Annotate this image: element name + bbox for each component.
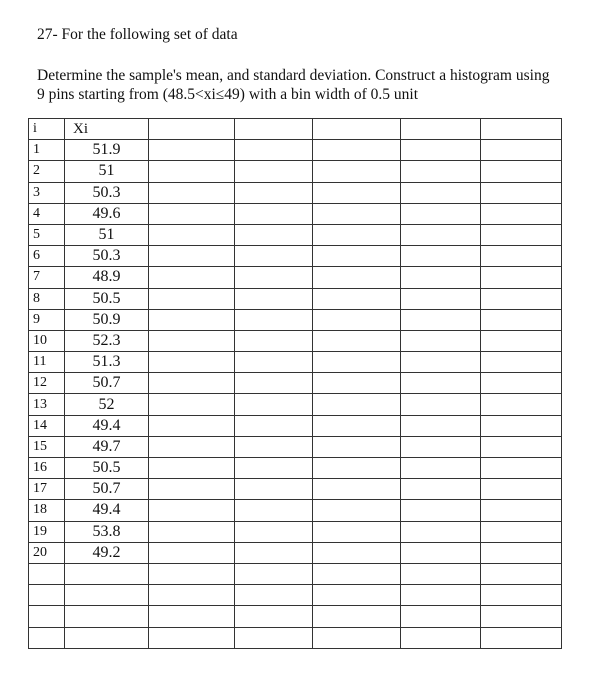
empty-cell [481,119,562,140]
empty-cell [235,182,313,203]
row-index: 6 [29,246,65,267]
row-value: 51.3 [65,352,149,373]
instructions-line-2: 9 pins starting from (48.5<xi≤49) with a bin width of 0.5 unit [37,86,419,103]
row-index: 11 [29,352,65,373]
empty-cell [313,627,401,648]
empty-cell [149,140,235,161]
table-row [29,458,562,479]
table-row [29,521,562,542]
row-index: 19 [29,521,65,542]
empty-cell [481,542,562,563]
empty-cell [149,373,235,394]
empty-cell [235,352,313,373]
empty-cell [313,521,401,542]
row-value: 49.2 [65,542,149,563]
empty-cell [401,373,481,394]
row-index: 7 [29,267,65,288]
empty-cell [401,394,481,415]
empty-cell [149,352,235,373]
empty-cell [235,436,313,457]
empty-cell [401,500,481,521]
empty-cell [481,161,562,182]
empty-cell [235,246,313,267]
empty-cell [235,373,313,394]
empty-cell [401,119,481,140]
empty-cell [481,182,562,203]
empty-cell [481,288,562,309]
empty-cell [149,563,235,584]
empty-cell [481,627,562,648]
row-index: 4 [29,203,65,224]
table-row [29,500,562,521]
empty-cell [401,542,481,563]
table-row [29,479,562,500]
empty-cell [149,330,235,351]
empty-cell [313,542,401,563]
empty-cell [313,267,401,288]
empty-cell [235,140,313,161]
empty-cell [313,182,401,203]
empty-cell [481,415,562,436]
empty-cell [149,161,235,182]
table-row [29,161,562,182]
empty-cell [235,267,313,288]
row-index: 10 [29,330,65,351]
empty-cell [481,309,562,330]
empty-cell [149,415,235,436]
row-index: 8 [29,288,65,309]
empty-cell [401,246,481,267]
empty-cell [481,267,562,288]
blank-row [29,563,562,584]
row-index: 18 [29,500,65,521]
empty-cell [401,330,481,351]
empty-cell [65,606,149,627]
row-value: 52.3 [65,330,149,351]
table-row [29,542,562,563]
row-index: 13 [29,394,65,415]
empty-cell [313,373,401,394]
row-index: 17 [29,479,65,500]
empty-cell [313,161,401,182]
empty-cell [313,119,401,140]
row-value: 48.9 [65,267,149,288]
empty-cell [235,563,313,584]
empty-cell [149,267,235,288]
empty-cell [235,415,313,436]
table-row [29,203,562,224]
row-value: 49.6 [65,203,149,224]
table-row [29,309,562,330]
empty-cell [481,563,562,584]
row-value: 52 [65,394,149,415]
empty-cell [235,203,313,224]
instructions-line-1: Determine the sample's mean, and standard deviation. Construct a histogram using [37,67,550,84]
row-value: 50.3 [65,182,149,203]
empty-cell [313,606,401,627]
row-value: 50.7 [65,479,149,500]
table-row [29,436,562,457]
blank-row [29,627,562,648]
empty-cell [401,415,481,436]
empty-cell [65,585,149,606]
empty-cell [481,436,562,457]
empty-cell [401,606,481,627]
question-title: 27- For the following set of data [37,26,238,43]
empty-cell [313,288,401,309]
empty-cell [313,246,401,267]
row-value: 50.5 [65,458,149,479]
empty-cell [149,479,235,500]
empty-cell [149,458,235,479]
empty-cell [149,394,235,415]
row-index: 20 [29,542,65,563]
empty-cell [481,330,562,351]
empty-cell [149,288,235,309]
empty-cell [149,585,235,606]
table-row [29,288,562,309]
header-i: i [29,119,65,140]
empty-cell [29,585,65,606]
empty-cell [235,394,313,415]
empty-cell [149,606,235,627]
empty-cell [401,479,481,500]
empty-cell [481,500,562,521]
table-row [29,267,562,288]
empty-cell [481,458,562,479]
empty-cell [149,627,235,648]
empty-cell [401,458,481,479]
empty-cell [235,119,313,140]
table-row [29,246,562,267]
empty-cell [401,521,481,542]
empty-cell [313,479,401,500]
row-value: 49.7 [65,436,149,457]
row-value: 50.9 [65,309,149,330]
empty-cell [235,521,313,542]
table-body [29,140,562,649]
row-value: 51 [65,224,149,245]
header-xi: Xi [65,119,149,140]
row-index: 9 [29,309,65,330]
table-header-row [29,119,562,140]
empty-cell [313,458,401,479]
empty-cell [313,352,401,373]
empty-cell [401,182,481,203]
row-index: 2 [29,161,65,182]
row-value: 53.8 [65,521,149,542]
table-row [29,352,562,373]
empty-cell [401,267,481,288]
empty-cell [313,394,401,415]
empty-cell [481,246,562,267]
empty-cell [149,119,235,140]
empty-cell [401,436,481,457]
empty-cell [481,140,562,161]
empty-cell [235,288,313,309]
empty-cell [401,140,481,161]
empty-cell [235,161,313,182]
empty-cell [401,309,481,330]
empty-cell [65,627,149,648]
empty-cell [149,182,235,203]
row-value: 51 [65,161,149,182]
table-row [29,330,562,351]
blank-row [29,585,562,606]
empty-cell [313,224,401,245]
table-row [29,224,562,245]
empty-cell [401,224,481,245]
empty-cell [235,330,313,351]
empty-cell [401,627,481,648]
empty-cell [481,394,562,415]
empty-cell [481,224,562,245]
empty-cell [29,606,65,627]
row-index: 15 [29,436,65,457]
empty-cell [313,585,401,606]
empty-cell [235,479,313,500]
row-index: 1 [29,140,65,161]
empty-cell [149,246,235,267]
empty-cell [401,352,481,373]
empty-cell [313,500,401,521]
empty-cell [401,563,481,584]
empty-cell [29,563,65,584]
empty-cell [313,436,401,457]
row-index: 16 [29,458,65,479]
empty-cell [313,140,401,161]
row-index: 12 [29,373,65,394]
empty-cell [235,585,313,606]
empty-cell [149,521,235,542]
question-instructions [37,66,597,104]
empty-cell [235,458,313,479]
empty-cell [235,542,313,563]
empty-cell [235,627,313,648]
row-value: 50.5 [65,288,149,309]
row-index: 5 [29,224,65,245]
empty-cell [149,203,235,224]
empty-cell [235,606,313,627]
empty-cell [401,161,481,182]
empty-cell [235,500,313,521]
blank-row [29,606,562,627]
empty-cell [401,288,481,309]
empty-cell [149,436,235,457]
table-row [29,415,562,436]
row-value: 51.9 [65,140,149,161]
empty-cell [313,415,401,436]
row-value: 50.7 [65,373,149,394]
empty-cell [65,563,149,584]
empty-cell [313,563,401,584]
empty-cell [149,224,235,245]
empty-cell [481,521,562,542]
empty-cell [235,309,313,330]
table-row [29,373,562,394]
empty-cell [149,309,235,330]
row-value: 49.4 [65,500,149,521]
empty-cell [313,203,401,224]
empty-cell [481,203,562,224]
empty-cell [29,627,65,648]
empty-cell [481,373,562,394]
empty-cell [481,585,562,606]
row-index: 14 [29,415,65,436]
row-value: 50.3 [65,246,149,267]
row-value: 49.4 [65,415,149,436]
table-row [29,394,562,415]
empty-cell [313,309,401,330]
empty-cell [481,479,562,500]
table-row [29,140,562,161]
empty-cell [401,203,481,224]
empty-cell [481,606,562,627]
row-index: 3 [29,182,65,203]
table-row [29,182,562,203]
empty-cell [235,224,313,245]
empty-cell [401,585,481,606]
data-table [28,118,562,649]
empty-cell [481,352,562,373]
empty-cell [313,330,401,351]
empty-cell [149,500,235,521]
empty-cell [149,542,235,563]
